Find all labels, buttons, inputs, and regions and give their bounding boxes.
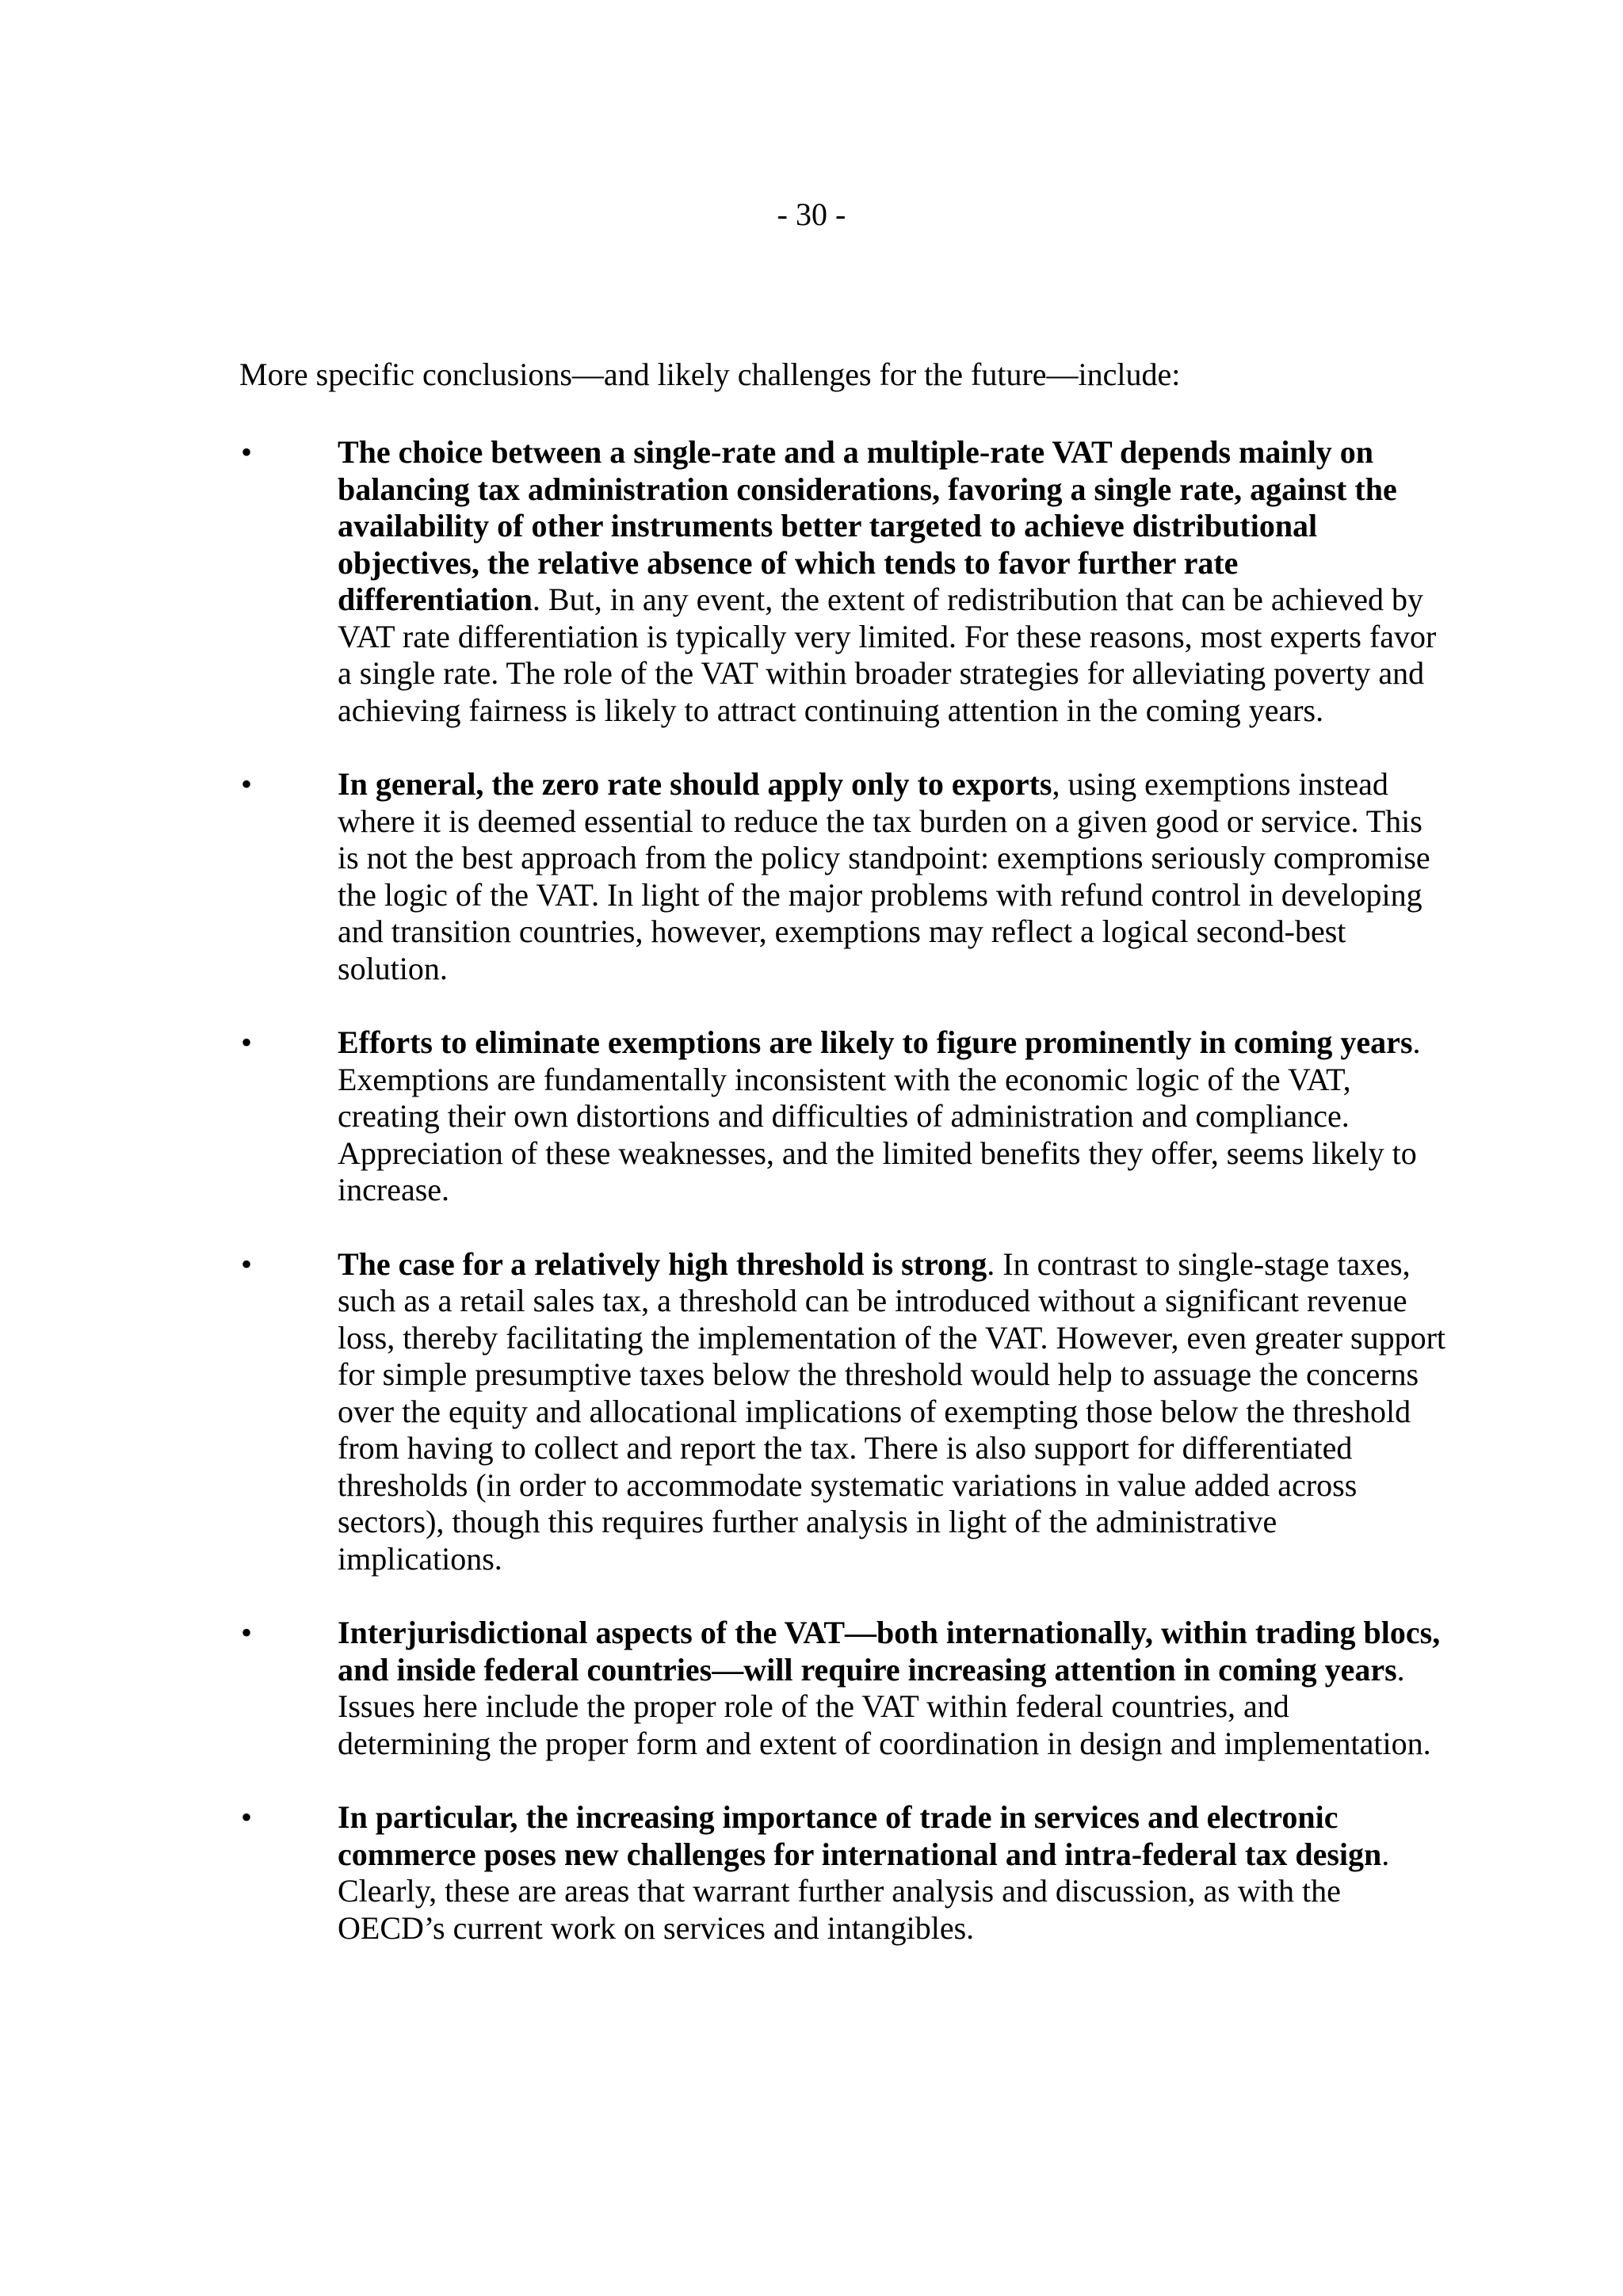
bullet-body: . Clearly, these are areas that warrant further analysis and discussion, as with the OECD’s current work on services and intangibles. [338, 1836, 1390, 1946]
bullet-body: . Issues here include the proper role of the VAT within federal countries, and determining the proper form and extent of coordination in design and implementation. [338, 1651, 1431, 1761]
bullet-body: . But, in any event, the extent of redistribution that can be achieved by VAT rate differentiation is typically very limited. For these reasons, most experts favor a single rate. The role of the VAT within broader strategies for alleviating poverty and achieving fairness is likely to attract continuing attention in the coming years. [338, 582, 1437, 728]
bullet-text [338, 1799, 1447, 1947]
bullet-text [338, 1024, 1447, 1209]
bullet-lead: The case for a relatively high threshold is strong [338, 1245, 987, 1282]
list-item [0, 1799, 1623, 1947]
bullet-body: . Exemptions are fundamentally inconsistent with the economic logic of the VAT, creating their own distortions and difficulties of administration and compliance. Appreciation of these weaknesses, and the limited benefits they offer, seems likely to increase. [338, 1024, 1421, 1207]
bullet-icon: • [241, 766, 253, 802]
list-item [0, 1615, 1623, 1762]
page-number: - 30 - [777, 196, 846, 232]
bullet-text [338, 1615, 1447, 1762]
list-item [0, 1246, 1623, 1578]
bullet-text [338, 766, 1447, 987]
list-item [0, 1024, 1623, 1209]
conclusions-list [0, 434, 1623, 1984]
intro-paragraph: More specific conclusions—and likely challenges for the future—include: [239, 357, 1181, 392]
bullet-lead: The choice between a single-rate and a multiple-rate VAT depends mainly on balancing tax administration considerations, favoring a single rate, against the availability of other instruments better targeted to achieve distributional objectives, the relative absence of which tends to favor further rate differentiation [338, 434, 1397, 617]
bullet-icon: • [241, 1245, 253, 1282]
bullet-icon: • [241, 1024, 253, 1060]
bullet-text [338, 1246, 1447, 1578]
bullet-lead: In particular, the increasing importance of trade in services and electronic commerce poses new challenges for international and intra-federal tax design [338, 1799, 1382, 1872]
bullet-icon: • [241, 1799, 253, 1835]
bullet-lead: Interjurisdictional aspects of the VAT—both internationally, within trading blocs, and inside federal countries—will require increasing attention in coming years [338, 1615, 1441, 1688]
list-item [0, 434, 1623, 729]
bullet-lead: In general, the zero rate should apply only to exports [338, 766, 1052, 802]
bullet-body: , using exemptions instead where it is deemed essential to reduce the tax burden on a given good or service. This is not the best approach from the policy standpoint: exemptions seriously compromise the logic of the VAT. In light of the major problems with refund control in developing and transition countries, however, exemptions may reflect a logical second-best solution. [338, 766, 1430, 986]
bullet-body: . In contrast to single-stage taxes, such as a retail sales tax, a threshold can be introduced without a significant revenue loss, thereby facilitating the implementation of the VAT. However, even greater support for simple presumptive taxes below the threshold would help to assuage the concerns over the equity and allocational implications of exempting those below the threshold from having to collect and report the tax. There is also support for differentiated thresholds (in order to accommodate systematic variations in value added across sectors), though this requires further analysis in light of the administrative implications. [338, 1245, 1446, 1577]
bullet-icon: • [241, 1615, 253, 1650]
bullet-icon: • [241, 434, 253, 470]
list-item [0, 766, 1623, 987]
bullet-lead: Efforts to eliminate exemptions are likely to figure prominently in coming years [338, 1024, 1413, 1060]
bullet-text [338, 434, 1447, 729]
